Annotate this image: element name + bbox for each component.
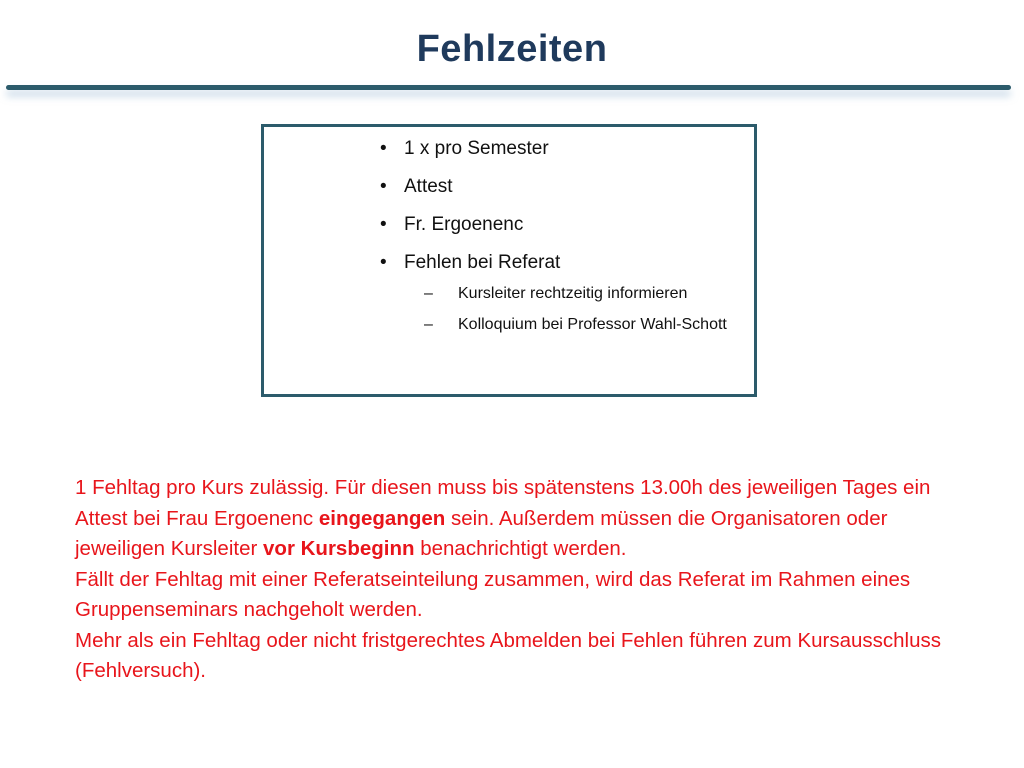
slide-title: Fehlzeiten <box>416 28 608 70</box>
rules-paragraph-1 <box>75 473 955 565</box>
bullet-dot-icon: • <box>380 138 387 159</box>
bullet-item <box>380 251 740 336</box>
sub-bullet-item <box>380 314 748 336</box>
bullet-text: Attest <box>404 176 453 197</box>
bullet-text: Fehlen bei Referat <box>404 252 561 273</box>
bullet-list <box>380 137 740 350</box>
sub-bullet-text: Kolloquium bei Professor Wahl-Schott <box>458 316 727 333</box>
rules-paragraph-3: Mehr als ein Fehltag oder nicht fristgerechtes Abmelden bei Fehlen führen zum Kursausschluss (Fehlversuch). <box>75 628 942 682</box>
info-box <box>261 124 757 397</box>
bullet-text: 1 x pro Semester <box>404 138 549 159</box>
title-divider <box>6 85 1011 90</box>
rules-paragraph-2: Fällt der Fehltag mit einer Referatseinteilung zusammen, wird das Referat im Rahmen eines Gruppenseminars nachgeholt werden. <box>75 567 911 621</box>
sub-bullet-list <box>380 283 740 336</box>
rules-text-segment: 1 Fehltag pro Kurs zulässig. Für diesen muss bis spätenstens 13.00h des jeweiligen Tages ein Attest bei Frau Ergoenenc <box>75 476 931 530</box>
bullet-dot-icon: • <box>380 176 387 197</box>
attendance-rules-text <box>75 473 955 687</box>
bullet-item <box>380 213 740 237</box>
rules-text-emphasis: vor Kursbeginn <box>263 537 415 560</box>
dash-icon: – <box>424 285 433 302</box>
bullet-item <box>380 137 740 161</box>
rules-text-segment: benachrichtigt werden. <box>414 537 627 560</box>
dash-icon: – <box>424 316 433 333</box>
bullet-item <box>380 175 740 199</box>
rules-text-emphasis: eingegangen <box>318 506 446 530</box>
sub-bullet-text: Kursleiter rechtzeitig informieren <box>458 285 688 302</box>
bullet-dot-icon: • <box>380 214 387 235</box>
bullet-text: Fr. Ergoenenc <box>404 214 524 235</box>
sub-bullet-item <box>380 283 748 305</box>
bullet-dot-icon: • <box>380 252 387 273</box>
rules-text-segment: sein. Außerdem müssen die Organisatoren oder jeweiligen Kursleiter <box>75 506 888 560</box>
